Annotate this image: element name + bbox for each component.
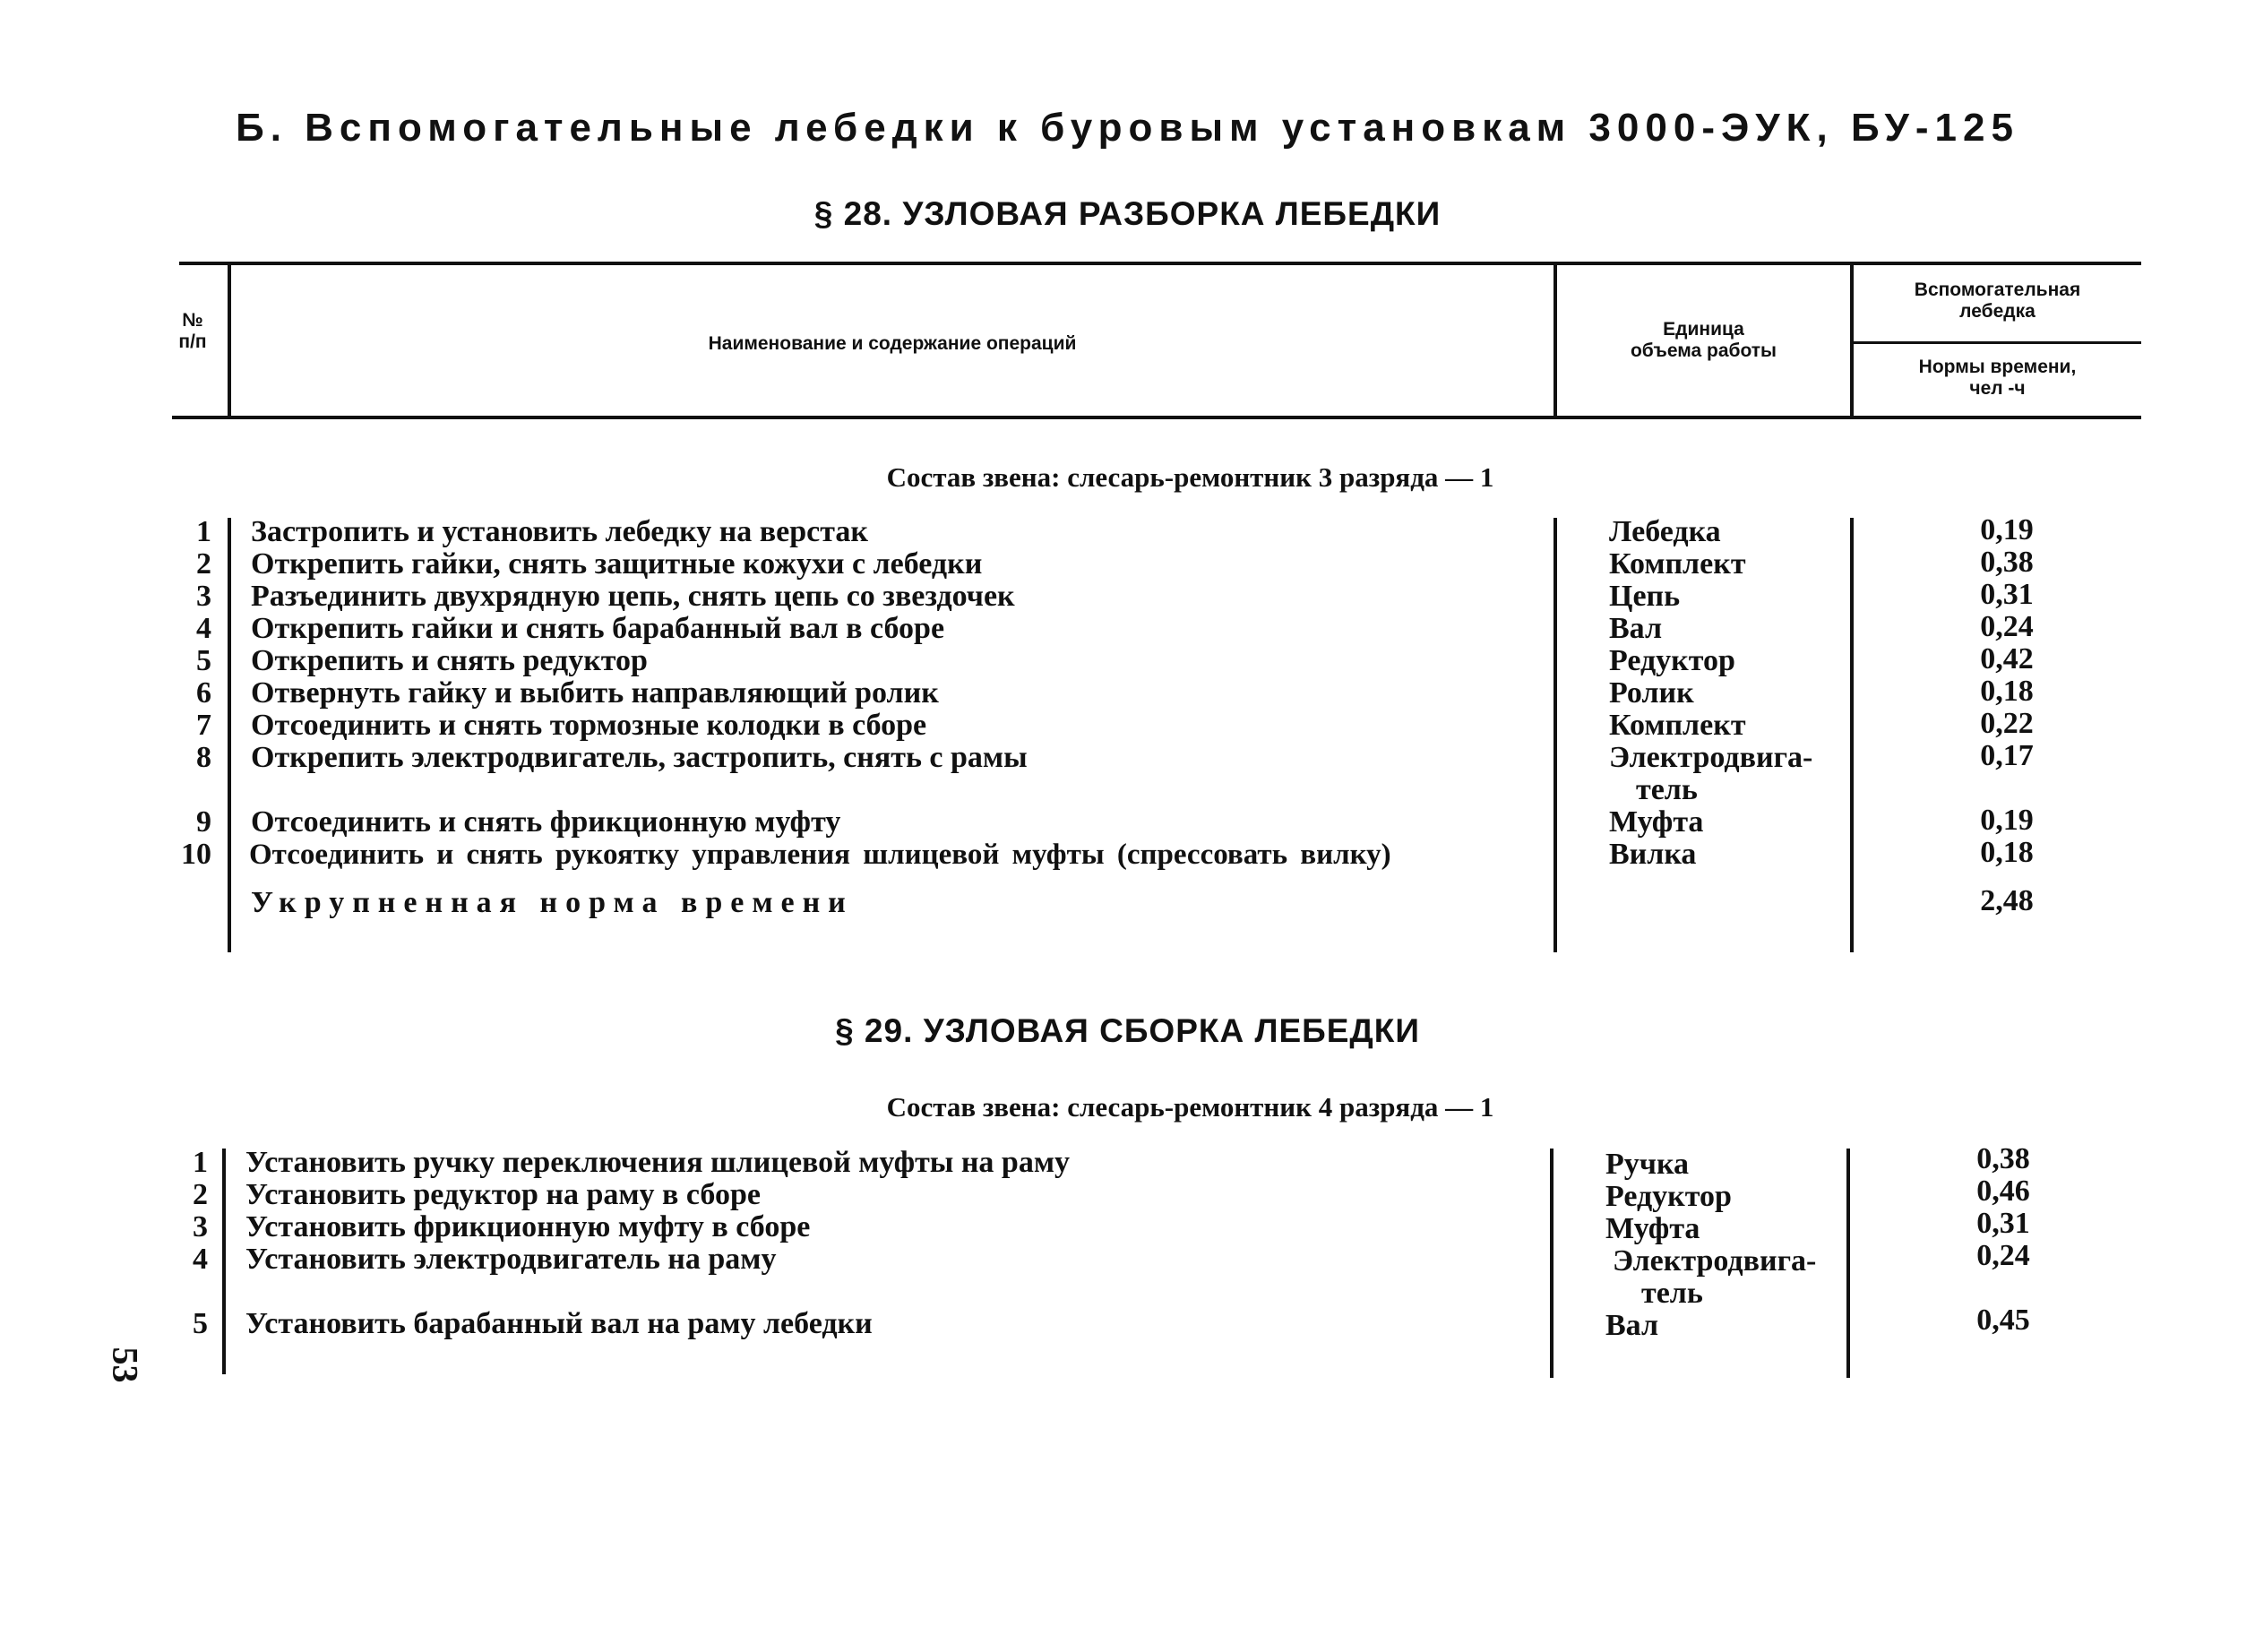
row-unit: Лебедка (1609, 515, 1721, 548)
row-norm: 0,18 (1980, 836, 2034, 869)
total-label: Укрупненная норма времени (251, 886, 854, 919)
row-number: 4 (196, 612, 211, 645)
row-number: 3 (196, 580, 211, 613)
row-unit: Комплект (1609, 709, 1746, 742)
section-29-crew: Состав звена: слесарь-ремонтник 4 разряда — 1 (886, 1091, 1494, 1123)
row-norm: 0,42 (1980, 642, 2034, 675)
row-operation: Установить фрикционную муфту в сборе (245, 1210, 811, 1243)
row-number: 4 (193, 1243, 208, 1276)
row-norm: 0,38 (1980, 546, 2034, 579)
row-unit: Вал (1609, 612, 1663, 645)
header-operation: Наименование и содержание операций (708, 333, 1077, 354)
row-operation: Отвернуть гайку и выбить направляющий ролик (251, 676, 939, 710)
row-unit: Цепь (1609, 580, 1681, 613)
row-number: 6 (196, 676, 211, 710)
row-unit: Муфта (1605, 1212, 1700, 1245)
row-number: 8 (196, 741, 211, 774)
body2-divider-3 (1846, 1149, 1850, 1378)
row-unit-continued: тель (1641, 1277, 1703, 1310)
row-norm: 0,46 (1976, 1174, 2030, 1208)
page-number: 53 (105, 1347, 146, 1383)
row-unit-continued: тель (1636, 773, 1698, 806)
row-norm: 0,24 (1976, 1239, 2030, 1272)
row-number: 9 (196, 805, 211, 839)
row-norm: 0,19 (1980, 513, 2034, 546)
row-norm: 0,38 (1976, 1142, 2030, 1175)
body2-divider-2 (1550, 1149, 1554, 1378)
header-unit: Единица объема работы (1630, 319, 1777, 361)
row-unit: Редуктор (1605, 1180, 1732, 1213)
body1-divider-1 (228, 518, 231, 952)
row-number: 2 (196, 547, 211, 581)
row-number: 1 (196, 515, 211, 548)
row-number: 1 (193, 1146, 208, 1179)
body1-divider-2 (1554, 518, 1557, 952)
row-number: 5 (196, 644, 211, 677)
row-number: 3 (193, 1210, 208, 1243)
row-unit: Редуктор (1609, 644, 1735, 677)
row-operation: Отсоединить и снять фрикционную муфту (251, 805, 841, 839)
row-operation: Установить барабанный вал на раму лебедки (245, 1307, 873, 1340)
header-top-rule (179, 262, 2141, 265)
row-number: 5 (193, 1307, 208, 1340)
row-unit: Вал (1605, 1309, 1659, 1342)
row-operation: Установить редуктор на раму в сборе (245, 1178, 761, 1211)
row-norm: 0,18 (1980, 675, 2034, 708)
row-operation: Разъединить двухрядную цепь, снять цепь со звездочек (251, 580, 1015, 613)
row-norm: 0,19 (1980, 804, 2034, 837)
body1-divider-3 (1850, 518, 1854, 952)
section-28-crew: Состав звена: слесарь-ремонтник 3 разряда — 1 (886, 461, 1494, 493)
row-operation: Застропить и установить лебедку на верстак (251, 515, 868, 548)
row-number: 2 (193, 1178, 208, 1211)
total-norm: 2,48 (1980, 884, 2034, 917)
header-num: № п/п (178, 310, 207, 352)
row-norm: 0,17 (1980, 739, 2034, 772)
row-unit: Комплект (1609, 547, 1746, 581)
row-operation: Установить электродвигатель на раму (245, 1243, 777, 1276)
row-operation: Открепить электродвигатель, застропить, снять с рамы (251, 741, 1028, 774)
row-operation: Открепить и снять редуктор (251, 644, 648, 677)
header-group: Вспомогательная лебедка (1914, 280, 2081, 322)
row-operation: Установить ручку переключения шлицевой муфты на раму (245, 1146, 1070, 1179)
row-unit: Электродвига- (1609, 741, 1813, 774)
row-norm: 0,45 (1976, 1304, 2030, 1337)
row-unit: Ролик (1609, 676, 1694, 710)
header-norm: Нормы времени, чел -ч (1918, 357, 2077, 399)
section-28-title: § 28. УЗЛОВАЯ РАЗБОРКА ЛЕБЕДКИ (813, 195, 1442, 232)
row-number: 7 (196, 709, 211, 742)
section-29-title: § 29. УЗЛОВАЯ СБОРКА ЛЕБЕДКИ (835, 1012, 1420, 1049)
row-unit: Электродвига- (1613, 1244, 1817, 1278)
row-norm: 0,31 (1980, 578, 2034, 611)
row-norm: 0,31 (1976, 1207, 2030, 1240)
row-norm: 0,22 (1980, 707, 2034, 740)
document-title: Б. Вспомогательные лебедки к буровым установкам 3000-ЭУК, БУ-125 (236, 106, 2019, 150)
row-norm: 0,24 (1980, 610, 2034, 643)
header-bottom-rule (172, 416, 2141, 419)
header-sub-rule (1854, 341, 2141, 344)
body2-divider-1 (222, 1149, 226, 1374)
row-operation: Открепить гайки и снять барабанный вал в сборе (251, 612, 945, 645)
row-unit: Ручка (1605, 1148, 1690, 1181)
row-operation: Отсоединить и снять тормозные колодки в сборе (251, 709, 927, 742)
row-operation: Отсоединить и снять рукоятку управления шлицевой муфты (спрессовать вилку) (249, 839, 1391, 871)
row-unit: Муфта (1609, 805, 1704, 839)
row-unit: Вилка (1609, 838, 1697, 871)
row-number: 10 (181, 838, 211, 871)
row-operation: Открепить гайки, снять защитные кожухи с лебедки (251, 547, 983, 581)
